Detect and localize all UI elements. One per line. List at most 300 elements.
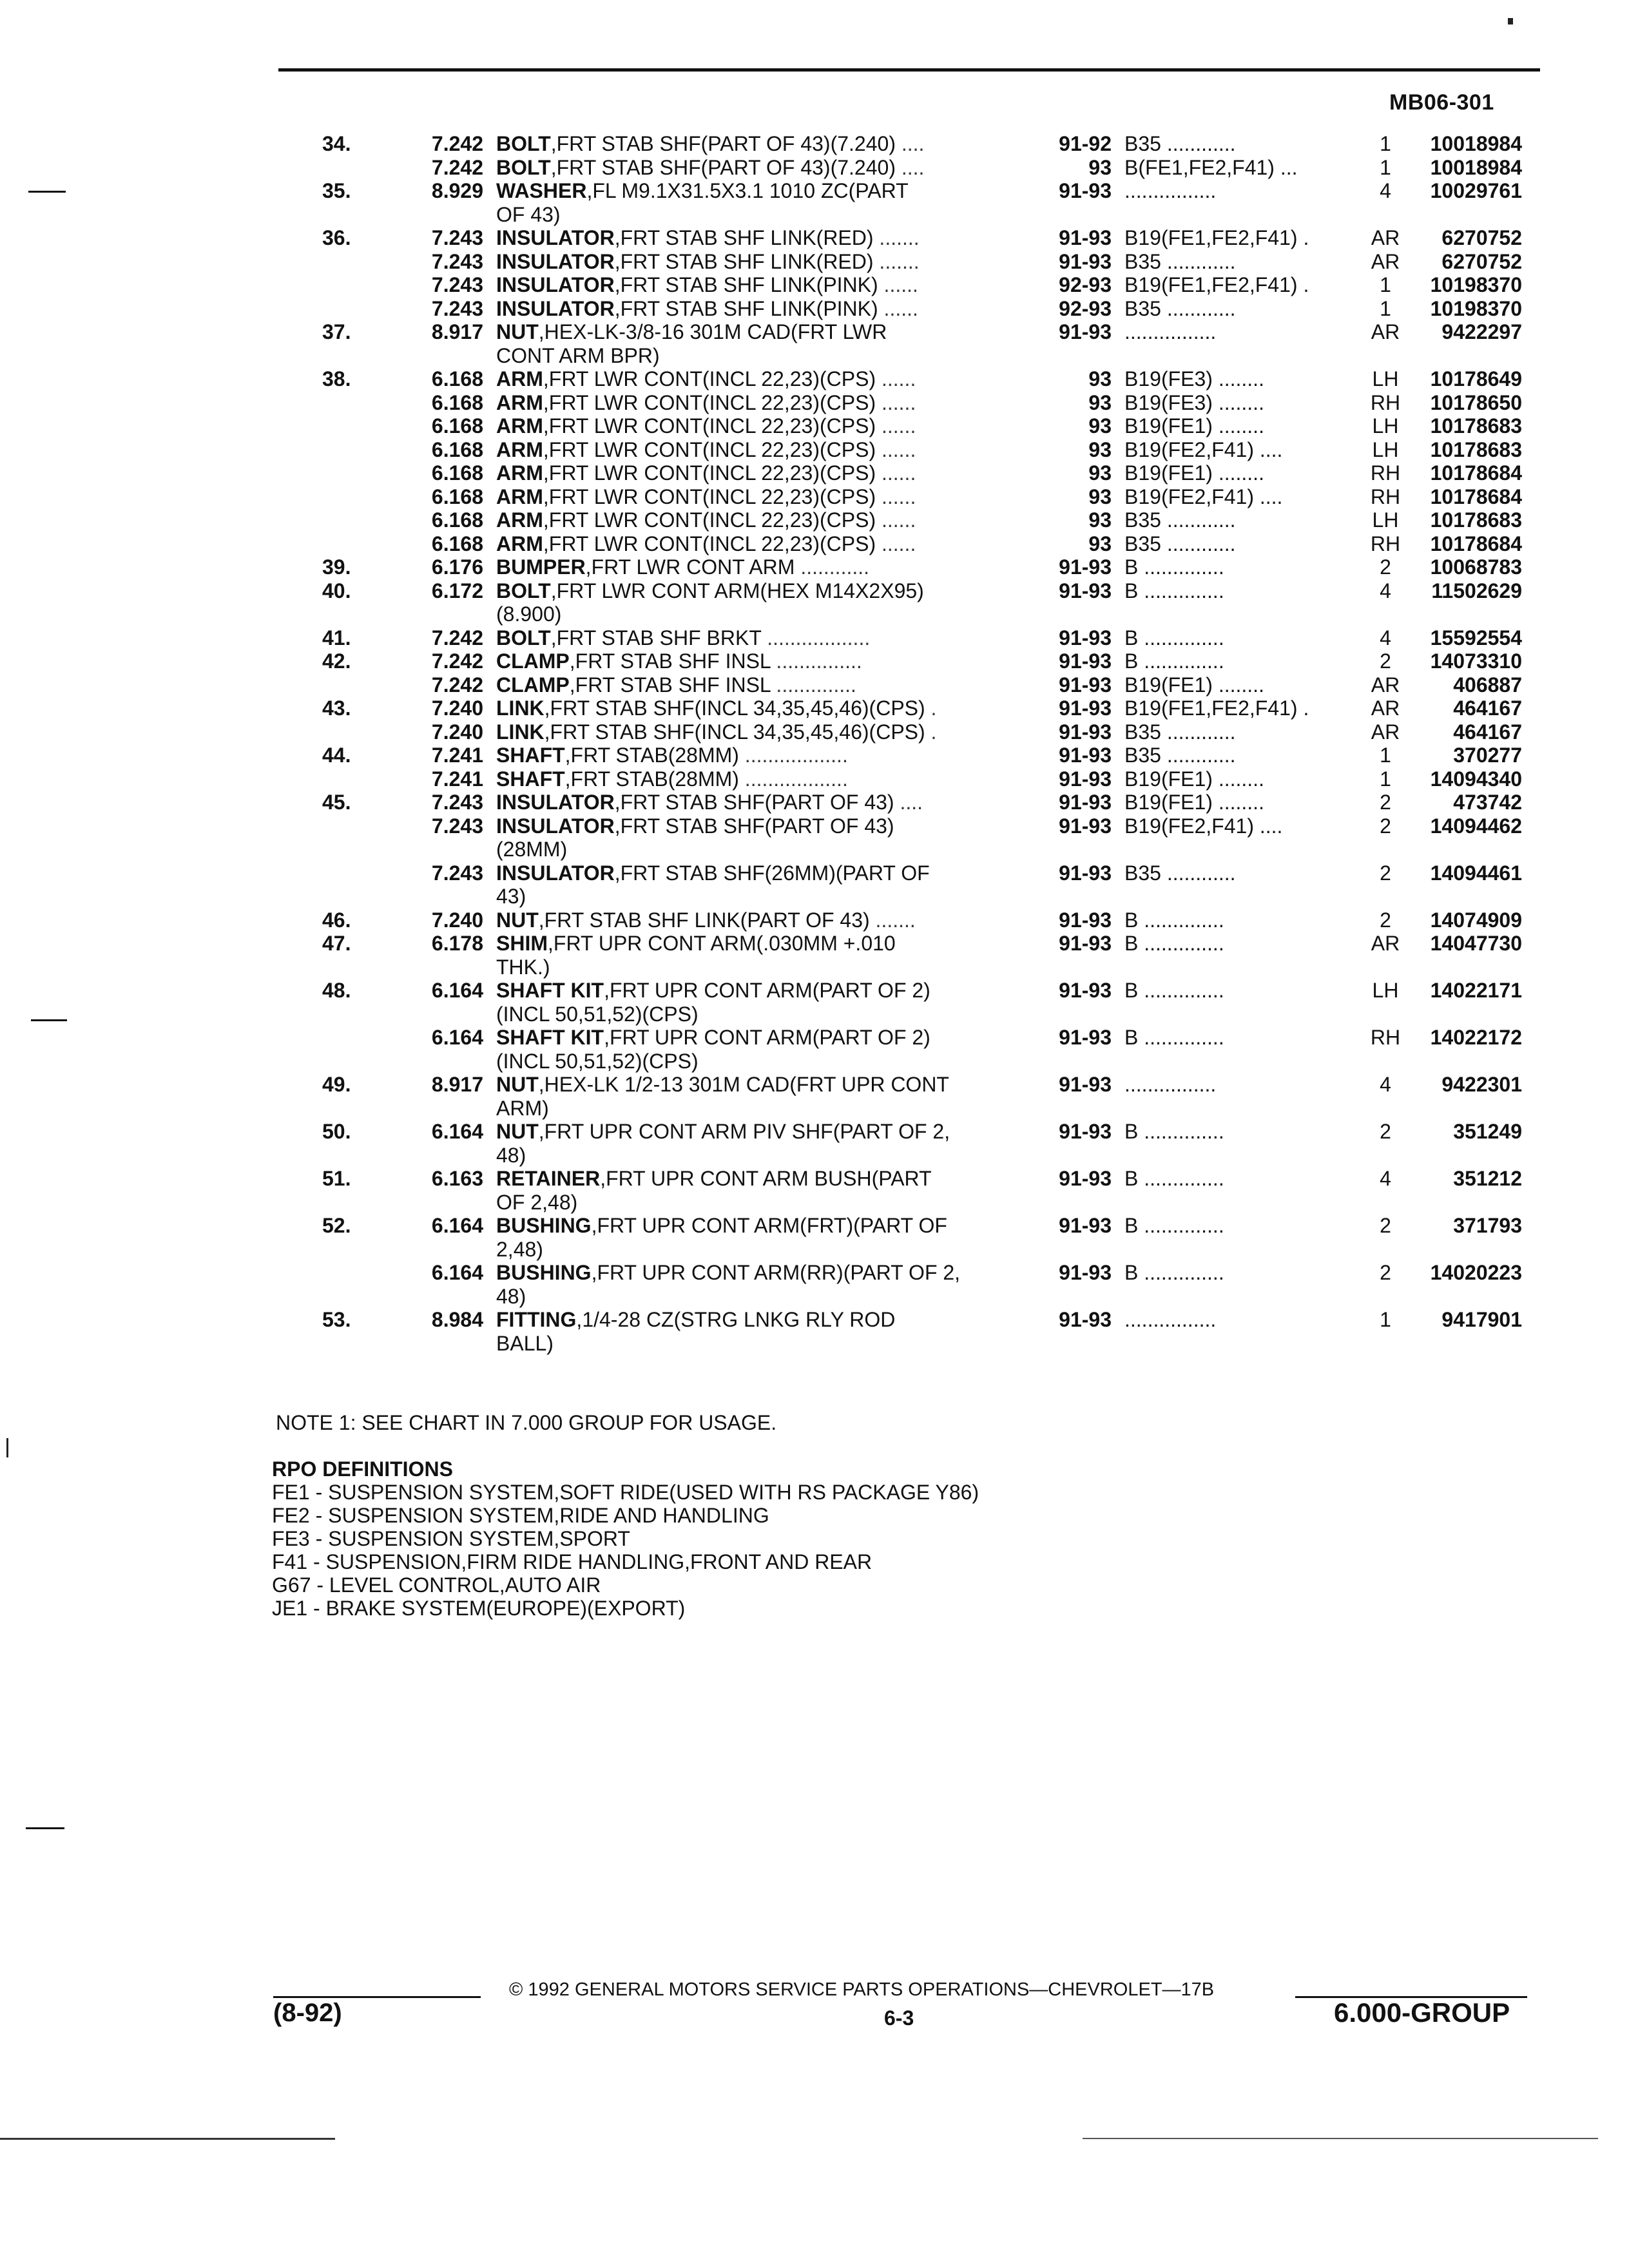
part-description <box>496 697 1031 720</box>
part-detail: ,FRT UPR CONT ARM(.030MM +.010 <box>548 932 896 955</box>
leader-dots: ...... <box>876 414 916 437</box>
part-description <box>496 1214 1031 1238</box>
model-year: 91-92 <box>1059 132 1112 155</box>
model-year: 93 <box>1088 155 1112 179</box>
quantity: 2 <box>1380 1120 1391 1143</box>
table-row <box>0 1285 1629 1309</box>
group-number: 8.984 <box>431 1308 483 1331</box>
part-name: NUT <box>496 908 539 932</box>
part-detail: ,FRT UPR CONT ARM(FRT)(PART OF <box>591 1214 947 1237</box>
leader-dots: ............ <box>795 555 870 579</box>
part-name: ARM <box>496 437 543 461</box>
part-detail: ,FRT STAB SHF(PART OF 43) <box>614 814 894 838</box>
part-name: ARM <box>496 367 543 390</box>
series-code: B35 ............ <box>1124 249 1236 273</box>
part-detail: ,FRT STAB SHF LINK(RED) <box>614 249 874 273</box>
series-code: B19(FE2,F41) .... <box>1124 437 1283 461</box>
table-row <box>0 861 1629 885</box>
copyright-line: © 1992 GENERAL MOTORS SERVICE PARTS OPERATIONS—CHEVROLET—17B <box>509 1979 1215 2000</box>
part-number: 406887 <box>1453 673 1522 697</box>
table-row <box>0 1120 1629 1144</box>
group-number: 7.242 <box>431 132 483 155</box>
part-detail: 43) <box>496 885 526 908</box>
quantity: 2 <box>1380 555 1391 579</box>
part-name: INSULATOR <box>496 249 615 273</box>
model-year: 91-93 <box>1059 1026 1112 1049</box>
part-description <box>496 344 1031 368</box>
table-row <box>0 461 1629 485</box>
quantity: LH <box>1372 979 1399 1002</box>
table-row <box>0 1308 1629 1332</box>
table-row <box>0 979 1629 1003</box>
part-detail: ,FRT STAB(28MM) <box>564 767 739 791</box>
rpo-item: FE3 - SUSPENSION SYSTEM,SPORT <box>272 1527 630 1550</box>
group-number: 6.172 <box>431 579 483 602</box>
part-name: NUT <box>496 1120 539 1143</box>
part-name: CLAMP <box>496 673 570 697</box>
series-code: B35 ............ <box>1124 861 1236 885</box>
group-number: 7.242 <box>431 155 483 179</box>
leader-dots: ...... <box>876 508 916 532</box>
part-number: 10018984 <box>1430 155 1522 179</box>
group-number: 6.168 <box>431 390 483 414</box>
part-number: 6270752 <box>1441 226 1522 249</box>
quantity: RH <box>1370 461 1401 485</box>
part-detail: ,FRT STAB SHF INSL <box>569 673 771 697</box>
quantity: AR <box>1371 932 1400 955</box>
part-number: 14022171 <box>1430 979 1522 1002</box>
part-number: 10198370 <box>1430 296 1522 320</box>
model-year: 91-93 <box>1059 767 1112 791</box>
quantity: LH <box>1372 414 1399 437</box>
part-description <box>496 414 1031 438</box>
group-number: 6.164 <box>431 1026 483 1049</box>
group-number: 6.168 <box>431 485 483 508</box>
table-row <box>0 1261 1629 1285</box>
part-detail: ,HEX-LK-3/8-16 301M CAD(FRT LWR <box>538 320 887 343</box>
scan-edge <box>1083 2138 1598 2139</box>
model-year: 91-93 <box>1059 1308 1112 1331</box>
leader-dots: ...... <box>876 461 916 485</box>
table-row <box>0 908 1629 932</box>
group-number: 7.240 <box>431 720 483 744</box>
part-detail: ,FRT LWR CONT ARM(HEX M14X2X95) <box>550 579 924 602</box>
part-description <box>496 626 1031 650</box>
series-code: B19(FE1) ........ <box>1124 414 1264 437</box>
leader-dots: .................. <box>738 767 848 791</box>
rpo-item: F41 - SUSPENSION,FIRM RIDE HANDLING,FRONT AND REAR <box>272 1550 872 1573</box>
table-row <box>0 579 1629 603</box>
part-detail: ,FRT LWR CONT(INCL 22,23)(CPS) <box>543 390 876 414</box>
part-name: BUMPER <box>496 555 586 579</box>
part-number: 10198370 <box>1430 273 1522 296</box>
part-detail: ,FRT UPR CONT ARM(PART OF 2) <box>604 979 930 1002</box>
part-number: 10178683 <box>1430 508 1522 532</box>
part-name: ARM <box>496 508 543 532</box>
series-code: B .............. <box>1124 1167 1224 1190</box>
quantity: 4 <box>1380 179 1391 202</box>
part-description <box>496 1120 1031 1144</box>
part-detail: ,FRT STAB SHF(INCL 34,35,45,46)(CPS) <box>544 720 925 744</box>
group-number: 7.243 <box>431 273 483 296</box>
model-year: 91-93 <box>1059 649 1112 673</box>
part-number: 10068783 <box>1430 555 1522 579</box>
series-code: ................ <box>1124 179 1217 202</box>
part-detail: ,FRT STAB(28MM) <box>564 744 739 767</box>
part-detail: ,FRT STAB SHF(26MM)(PART OF <box>614 861 930 885</box>
quantity: 1 <box>1380 296 1391 320</box>
part-name: ARM <box>496 532 543 555</box>
series-code: B .............. <box>1124 579 1224 602</box>
ref-number: 41. <box>322 626 351 649</box>
table-row <box>0 673 1629 697</box>
table-row <box>0 344 1629 368</box>
series-code: B35 ............ <box>1124 532 1236 555</box>
quantity: 4 <box>1380 579 1391 602</box>
ref-number: 34. <box>322 132 351 155</box>
rpo-item: FE1 - SUSPENSION SYSTEM,SOFT RIDE(USED WITH RS PACKAGE Y86) <box>272 1481 979 1504</box>
part-detail: 48) <box>496 1284 526 1308</box>
series-code: B19(FE3) ........ <box>1124 390 1264 414</box>
group-number: 7.243 <box>431 226 483 249</box>
leader-dots: .............. <box>770 673 856 697</box>
model-year: 93 <box>1088 485 1112 508</box>
series-code: B19(FE1) ........ <box>1124 673 1264 697</box>
ref-number: 52. <box>322 1214 351 1237</box>
part-name: BUSHING <box>496 1214 592 1237</box>
part-description <box>496 508 1031 532</box>
part-detail: (8.900) <box>496 602 562 626</box>
part-number: 10178684 <box>1430 485 1522 508</box>
part-number: 14073310 <box>1430 649 1522 673</box>
rpo-item: FE2 - SUSPENSION SYSTEM,RIDE AND HANDLING <box>272 1504 769 1527</box>
ref-number: 47. <box>322 932 351 955</box>
ref-number: 37. <box>322 320 351 343</box>
part-detail: ,FRT LWR CONT(INCL 22,23)(CPS) <box>543 485 876 508</box>
part-description <box>496 1238 1031 1262</box>
part-number: 464167 <box>1453 697 1522 720</box>
part-description <box>496 1050 1031 1073</box>
rpo-item: G67 - LEVEL CONTROL,AUTO AIR <box>272 1573 601 1597</box>
quantity: 1 <box>1380 132 1391 155</box>
model-year: 93 <box>1088 532 1112 555</box>
part-detail: ,FL M9.1X31.5X3.1 1010 ZC(PART <box>586 179 909 202</box>
part-description <box>496 1285 1031 1309</box>
part-description <box>496 744 1031 767</box>
quantity: 2 <box>1380 649 1391 673</box>
page-number: 6-3 <box>884 2006 914 2030</box>
table-row <box>0 791 1629 814</box>
part-description <box>496 367 1031 391</box>
part-detail: ,FRT STAB SHF(PART OF 43) <box>614 791 894 814</box>
leader-dots: . <box>925 697 937 720</box>
part-number: 11502629 <box>1431 579 1522 602</box>
part-name: NUT <box>496 320 539 343</box>
part-name: INSULATOR <box>496 296 615 320</box>
leader-dots: ............... <box>770 649 862 673</box>
quantity: RH <box>1370 485 1401 508</box>
part-detail: ,FRT STAB SHF LINK(PART OF 43) <box>538 908 870 932</box>
ref-number: 35. <box>322 179 351 202</box>
part-number: 10178684 <box>1430 532 1522 555</box>
ref-number: 36. <box>322 226 351 249</box>
model-year: 91-93 <box>1059 1167 1112 1190</box>
ref-number: 46. <box>322 908 351 932</box>
part-name: INSULATOR <box>496 226 615 249</box>
ref-number: 42. <box>322 649 351 673</box>
series-code: B35 ............ <box>1124 720 1236 744</box>
part-description <box>496 932 1031 956</box>
part-number: 10178683 <box>1430 414 1522 437</box>
leader-dots: ...... <box>876 367 916 390</box>
series-code: B19(FE3) ........ <box>1124 367 1264 390</box>
table-row <box>0 485 1629 509</box>
ref-number: 40. <box>322 579 351 602</box>
part-name: INSULATOR <box>496 814 615 838</box>
part-number: 14094462 <box>1430 814 1522 838</box>
group-number: 7.240 <box>431 908 483 932</box>
part-description <box>496 885 1031 908</box>
group-number: 6.164 <box>431 1214 483 1237</box>
table-row <box>0 956 1629 979</box>
part-description <box>496 649 1031 673</box>
series-code: B .............. <box>1124 555 1224 579</box>
part-detail: ,FRT STAB SHF(PART OF 43)(7.240) <box>550 132 896 155</box>
ref-number: 44. <box>322 744 351 767</box>
leader-dots: ...... <box>878 273 918 296</box>
quantity: 2 <box>1380 814 1391 838</box>
part-description <box>496 1003 1031 1026</box>
series-code: B19(FE1,FE2,F41) . <box>1124 226 1309 249</box>
part-number: 9422301 <box>1441 1073 1522 1096</box>
table-row <box>0 697 1629 720</box>
leader-dots: ...... <box>876 532 916 555</box>
rpo-title: RPO DEFINITIONS <box>272 1457 453 1481</box>
table-row <box>0 555 1629 579</box>
ref-number: 38. <box>322 367 351 390</box>
model-year: 91-93 <box>1059 814 1112 838</box>
part-name: LINK <box>496 697 545 720</box>
series-code: ................ <box>1124 1308 1217 1331</box>
model-year: 91-93 <box>1059 226 1112 249</box>
part-number: 351212 <box>1453 1167 1522 1190</box>
group-number: 7.243 <box>431 791 483 814</box>
part-description <box>496 1191 1031 1215</box>
series-code: B35 ............ <box>1124 132 1236 155</box>
quantity: 2 <box>1380 1214 1391 1237</box>
model-year: 92-93 <box>1059 296 1112 320</box>
part-name: SHAFT <box>496 767 565 791</box>
table-row <box>0 1191 1629 1215</box>
series-code: ................ <box>1124 320 1217 343</box>
group-number: 6.176 <box>431 555 483 579</box>
model-year: 93 <box>1088 437 1112 461</box>
part-detail: ,FRT LWR CONT(INCL 22,23)(CPS) <box>543 437 876 461</box>
part-number: 10178650 <box>1430 390 1522 414</box>
part-detail: ,FRT LWR CONT(INCL 22,23)(CPS) <box>543 367 876 390</box>
table-row <box>0 1332 1629 1356</box>
table-row <box>0 602 1629 626</box>
part-detail: 48) <box>496 1143 526 1167</box>
group-number: 6.168 <box>431 532 483 555</box>
part-number: 9422297 <box>1441 320 1522 343</box>
model-year: 91-93 <box>1059 579 1112 602</box>
part-name: ARM <box>496 461 543 485</box>
part-description <box>496 814 1031 838</box>
table-row <box>0 814 1629 838</box>
part-number: 10178683 <box>1430 437 1522 461</box>
series-code: ................ <box>1124 1073 1217 1096</box>
part-detail: ,1/4-28 CZ(STRG LNKG RLY ROD <box>576 1308 896 1331</box>
group-number: 6.163 <box>431 1167 483 1190</box>
model-year: 93 <box>1088 461 1112 485</box>
leader-dots: ....... <box>869 908 916 932</box>
part-description <box>496 203 1031 227</box>
part-name: SHAFT KIT <box>496 979 604 1002</box>
quantity: 1 <box>1380 767 1391 791</box>
quantity: LH <box>1372 437 1399 461</box>
part-detail: ,FRT STAB SHF BRKT <box>550 626 762 649</box>
part-name: BUSHING <box>496 1261 592 1284</box>
part-name: LINK <box>496 720 545 744</box>
group-number: 7.240 <box>431 697 483 720</box>
group-number: 6.168 <box>431 461 483 485</box>
usage-note: NOTE 1: SEE CHART IN 7.000 GROUP FOR USAGE. <box>276 1411 777 1434</box>
model-year: 93 <box>1088 508 1112 532</box>
corner-mark <box>1508 18 1513 24</box>
part-description <box>496 391 1031 415</box>
table-row <box>0 438 1629 462</box>
ref-number: 45. <box>322 791 351 814</box>
table-row <box>0 532 1629 556</box>
leader-dots: ...... <box>876 437 916 461</box>
part-name: RETAINER <box>496 1167 601 1190</box>
table-row <box>0 156 1629 180</box>
group-number: 8.917 <box>431 320 483 343</box>
part-name: FITTING <box>496 1308 577 1331</box>
table-row <box>0 720 1629 744</box>
part-description <box>496 861 1031 885</box>
part-description <box>496 532 1031 556</box>
leader-dots: .... <box>895 155 925 179</box>
part-detail: BALL) <box>496 1331 554 1355</box>
part-description <box>496 297 1031 321</box>
part-name: SHIM <box>496 932 548 955</box>
model-year: 93 <box>1088 390 1112 414</box>
group-number: 6.178 <box>431 932 483 955</box>
model-year: 93 <box>1088 367 1112 390</box>
part-description <box>496 555 1031 579</box>
group-number: 7.243 <box>431 296 483 320</box>
part-name: ARM <box>496 485 543 508</box>
part-number: 14047730 <box>1430 932 1522 955</box>
part-description <box>496 1097 1031 1120</box>
leader-dots: . <box>925 720 937 744</box>
part-detail: ,FRT STAB SHF LINK(PINK) <box>614 296 878 320</box>
group-number: 7.243 <box>431 861 483 885</box>
quantity: LH <box>1372 508 1399 532</box>
part-description <box>496 1261 1031 1285</box>
quantity: 4 <box>1380 1167 1391 1190</box>
part-description <box>496 602 1031 626</box>
part-description <box>496 979 1031 1003</box>
model-year: 91-93 <box>1059 320 1112 343</box>
part-description <box>496 791 1031 814</box>
quantity: AR <box>1371 320 1400 343</box>
table-row <box>0 297 1629 321</box>
part-description <box>496 1073 1031 1097</box>
quantity: 1 <box>1380 744 1391 767</box>
leader-dots: ....... <box>873 226 920 249</box>
ref-number: 51. <box>322 1167 351 1190</box>
quantity: 4 <box>1380 626 1391 649</box>
table-row <box>0 1167 1629 1191</box>
part-description <box>496 1167 1031 1191</box>
part-description <box>496 132 1031 156</box>
table-row <box>0 414 1629 438</box>
part-name: SHAFT <box>496 744 565 767</box>
model-year: 91-93 <box>1059 932 1112 955</box>
part-number: 351249 <box>1453 1120 1522 1143</box>
part-number: 14094461 <box>1430 861 1522 885</box>
part-description <box>496 579 1031 603</box>
part-description <box>496 673 1031 697</box>
part-number: 464167 <box>1453 720 1522 744</box>
part-number: 6270752 <box>1441 249 1522 273</box>
part-detail: (28MM) <box>496 838 568 861</box>
group-label: 6.000-GROUP <box>1334 1997 1510 2028</box>
part-detail: ARM) <box>496 1096 549 1120</box>
leader-dots: ...... <box>876 485 916 508</box>
table-row <box>0 838 1629 861</box>
table-row <box>0 1214 1629 1238</box>
model-year: 91-93 <box>1059 1120 1112 1143</box>
series-code: B .............. <box>1124 626 1224 649</box>
part-name: BOLT <box>496 626 551 649</box>
group-number: 7.241 <box>431 767 483 791</box>
date-code: (8-92) <box>273 1999 342 2027</box>
part-detail: ,FRT UPR CONT ARM BUSH(PART <box>600 1167 932 1190</box>
quantity: 2 <box>1380 908 1391 932</box>
quantity: 1 <box>1380 1308 1391 1331</box>
quantity: AR <box>1371 226 1400 249</box>
part-detail: ,FRT LWR CONT ARM <box>585 555 795 579</box>
series-code: B .............. <box>1124 932 1224 955</box>
model-year: 91-93 <box>1059 1214 1112 1237</box>
part-detail: THK.) <box>496 955 550 979</box>
ref-number: 49. <box>322 1073 351 1096</box>
scan-edge <box>0 2138 335 2140</box>
quantity: 4 <box>1380 1073 1391 1096</box>
part-description <box>496 438 1031 462</box>
quantity: RH <box>1370 1026 1401 1049</box>
leader-dots: ...... <box>876 390 916 414</box>
part-number: 14022172 <box>1430 1026 1522 1049</box>
part-detail: ,FRT STAB SHF INSL <box>569 649 771 673</box>
part-name: NUT <box>496 1073 539 1096</box>
series-code: B19(FE2,F41) .... <box>1124 485 1283 508</box>
group-number: 7.243 <box>431 249 483 273</box>
ref-number: 43. <box>322 697 351 720</box>
part-description <box>496 767 1031 791</box>
part-number: 10029761 <box>1430 179 1522 202</box>
part-description <box>496 1308 1031 1332</box>
table-row <box>0 250 1629 274</box>
part-detail: ,FRT STAB SHF LINK(RED) <box>614 226 874 249</box>
part-detail: 2,48) <box>496 1237 543 1261</box>
quantity: 2 <box>1380 1261 1391 1284</box>
model-year: 93 <box>1088 414 1112 437</box>
